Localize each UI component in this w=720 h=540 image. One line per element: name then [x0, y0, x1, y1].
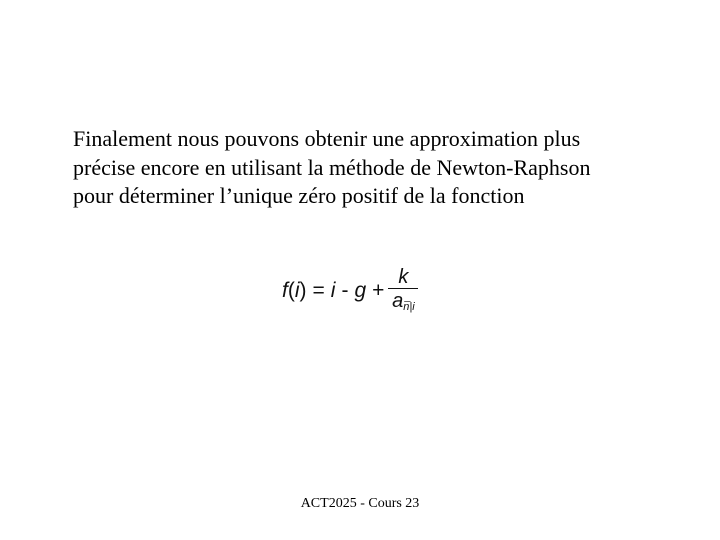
- formula-fraction: [388, 267, 418, 317]
- formula-minus: -: [341, 279, 349, 302]
- body-paragraph: [73, 125, 673, 211]
- body-line-3: pour déterminer l’unique zéro positif de la fonction: [73, 183, 525, 208]
- formula: [282, 266, 418, 316]
- formula-term-g: g: [354, 279, 367, 302]
- formula-denominator-base: a: [392, 290, 404, 312]
- formula-lhs-variable: i: [294, 279, 300, 302]
- body-line-2: précise encore en utilisant la méthode de Newton-Raphson: [73, 154, 591, 180]
- formula-denominator: [392, 291, 415, 317]
- formula-lhs-function: f: [282, 279, 288, 302]
- formula-fraction-bar: [388, 288, 418, 289]
- formula-denominator-subscript: n̅|i: [403, 301, 415, 313]
- formula-equals: =: [312, 279, 325, 302]
- formula-lhs-close-paren: ): [299, 279, 307, 302]
- formula-term-i: i: [330, 279, 336, 302]
- formula-lhs-open-paren: (: [287, 279, 295, 302]
- slide-footer: ACT2025 - Cours 23: [300, 496, 420, 511]
- body-line-1: Finalement nous pouvons obtenir une approximation plus: [73, 126, 581, 151]
- formula-numerator: k: [398, 266, 409, 288]
- formula-plus: +: [372, 279, 385, 302]
